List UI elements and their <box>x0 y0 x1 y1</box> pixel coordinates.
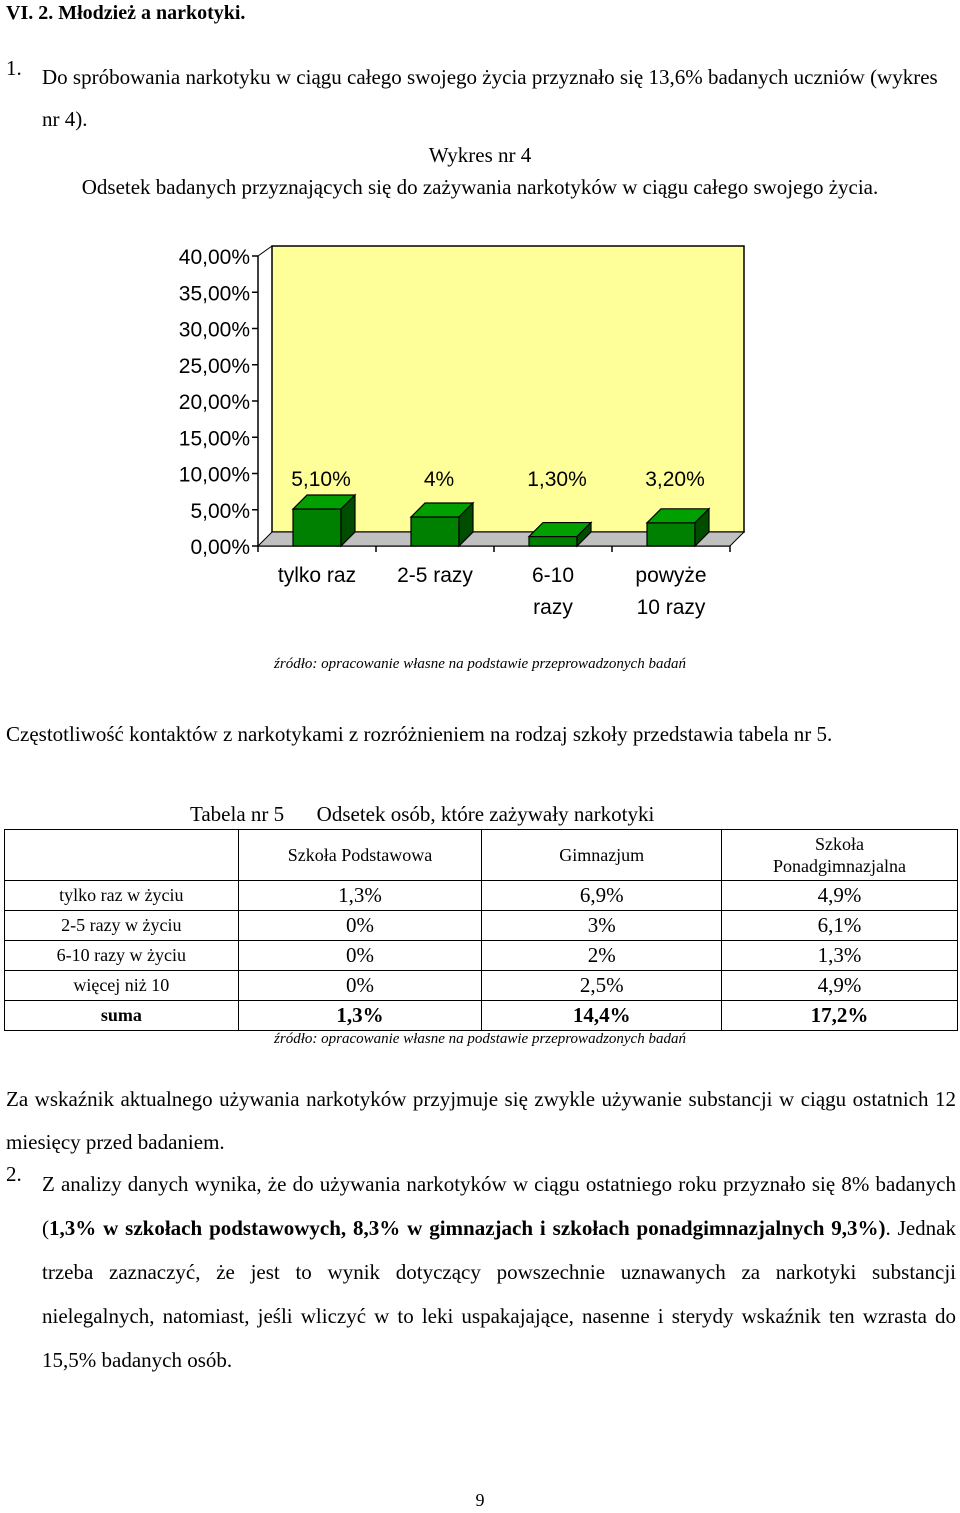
table-row-label: 2-5 razy w życiu <box>5 911 239 941</box>
table-cell: 6,1% <box>722 911 958 941</box>
table-cell: 0% <box>238 941 482 971</box>
table-header-cell: Gimnazjum <box>482 830 722 881</box>
y-tick-label: 30,00% <box>178 318 250 342</box>
data-label: 3,20% <box>645 468 705 491</box>
table-cell: 1,3% <box>238 881 482 911</box>
table-header-cell: Szkoła Ponadgimnazjalna <box>722 830 958 881</box>
table-cell: 3% <box>482 911 722 941</box>
y-tick-label: 25,00% <box>178 354 250 378</box>
paragraph-4-text-b: . Jednak trzeba zaznaczyć, że jest to wynik dotyczący powszechnie uznawanych za narkotyki substancji nielegalnych, natomiast, jeśli wliczyć w to leki uspakajające, nasenne i sterydy wskaźnik ten wzrasta do 15,5% badanych osób. <box>42 1216 956 1372</box>
table-row-label: 6-10 razy w życiu <box>5 941 239 971</box>
table-row <box>5 941 958 971</box>
table-header-row <box>5 830 958 881</box>
paragraph-number: 1. <box>6 56 22 80</box>
section-heading: VI. 2. Młodzież a narkotyki. <box>6 2 246 24</box>
category-label: 6-10 <box>531 564 575 587</box>
table-caption-title: Odsetek osób, które zażywały narkotyki <box>316 802 655 826</box>
table-caption <box>190 802 654 827</box>
table-cell: 6,9% <box>482 881 722 911</box>
y-tick-label: 35,00% <box>178 282 250 306</box>
table-caption-label: Tabela nr 5 <box>190 802 285 826</box>
table-row <box>5 911 958 941</box>
data-label: 4% <box>423 468 455 491</box>
table-sum-row <box>5 1001 958 1031</box>
chart-wall-edge <box>258 246 272 256</box>
table-cell: 2,5% <box>482 971 722 1001</box>
paragraph-4 <box>42 1162 956 1382</box>
bar-chart <box>0 230 960 650</box>
bar <box>293 509 341 546</box>
table-row-label: tylko raz w życiu <box>5 881 239 911</box>
table-cell: 17,2% <box>722 1001 958 1031</box>
category-label: tylko raz <box>277 564 357 587</box>
data-label: 5,10% <box>291 468 351 491</box>
table-cell: 0% <box>238 971 482 1001</box>
page-number: 9 <box>475 1490 485 1510</box>
bar <box>529 537 577 546</box>
table-header-cell <box>5 830 239 881</box>
paragraph-2: Częstotliwość kontaktów z narkotykami z rozróżnieniem na rodzaj szkoły przedstawia tabela nr 5. <box>6 722 833 746</box>
data-label: 1,30% <box>527 468 587 491</box>
y-tick-label: 15,00% <box>178 427 250 451</box>
table-row-label: suma <box>5 1001 239 1031</box>
table-cell: 14,4% <box>482 1001 722 1031</box>
chart-caption-label: Wykres nr 4 <box>428 143 532 167</box>
data-table <box>4 829 958 1031</box>
table-row <box>5 881 958 911</box>
paragraph-number: 2. <box>6 1162 22 1186</box>
category-label: razy <box>533 596 573 619</box>
y-tick-label: 5,00% <box>190 499 250 523</box>
y-tick-label: 10,00% <box>178 463 250 487</box>
category-label: 2-5 razy <box>397 564 473 587</box>
table-cell: 1,3% <box>722 941 958 971</box>
table-cell: 4,9% <box>722 971 958 1001</box>
table-header-cell: Szkoła Podstawowa <box>238 830 482 881</box>
bar <box>647 523 695 546</box>
chart-caption-title: Odsetek badanych przyznających się do zażywania narkotyków w ciągu całego swojego życia. <box>81 175 879 199</box>
paragraph-4-text-a: Z analizy danych wynika, że do używania narkotyków w ciągu ostatniego roku przyznało się 8% badanych ( <box>42 1172 956 1240</box>
y-tick-label: 20,00% <box>178 391 250 414</box>
y-tick-label: 40,00% <box>178 246 250 269</box>
paragraph-3: Za wskaźnik aktualnego używania narkotyków przyjmuje się zwykle używanie substancji w ciągu ostatnich 12 miesięcy przed badaniem. <box>6 1087 956 1154</box>
table-source-note: źródło: opracowanie własne na podstawie przeprowadzonych badań <box>274 1031 686 1047</box>
table-cell: 0% <box>238 911 482 941</box>
bar <box>411 517 459 546</box>
table-row-label: więcej niż 10 <box>5 971 239 1001</box>
table-cell: 2% <box>482 941 722 971</box>
table-cell: 4,9% <box>722 881 958 911</box>
table-cell: 1,3% <box>238 1001 482 1031</box>
paragraph-4-bold: 1,3% w szkołach podstawowych, 8,3% w gimnazjach i szkołach ponadgimnazjalnych 9,3%) <box>49 1216 886 1240</box>
chart-source-note: źródło: opracowanie własne na podstawie przeprowadzonych badań <box>274 656 686 672</box>
category-label: powyże <box>635 564 707 587</box>
y-tick-label: 0,00% <box>190 536 250 559</box>
table-row <box>5 971 958 1001</box>
paragraph-1: Do spróbowania narkotyku w ciągu całego swojego życia przyznało się 13,6% badanych uczniów (wykres nr 4). <box>42 65 938 131</box>
category-label: 10 razy <box>636 596 706 619</box>
